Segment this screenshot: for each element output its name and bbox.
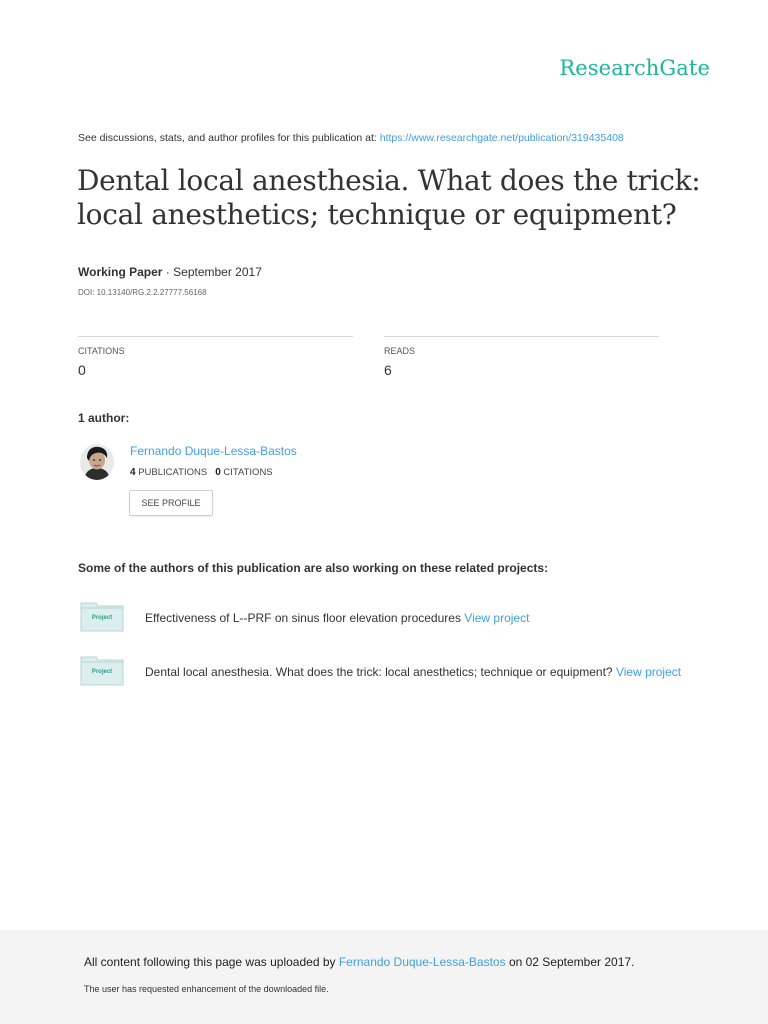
folder-label: Project [91, 615, 113, 621]
researchgate-logo[interactable]: ResearchGate [559, 56, 710, 80]
project-title: Effectiveness of L--PRF on sinus floor elevation procedures [145, 611, 461, 625]
publication-type: Working Paper [78, 265, 163, 279]
author-name-link[interactable]: Fernando Duque-Lessa-Bastos [130, 444, 297, 458]
upload-note [84, 955, 634, 969]
footer [0, 930, 768, 1024]
uploader-link[interactable]: Fernando Duque-Lessa-Bastos [338, 955, 506, 969]
view-project-link[interactable]: View project [615, 665, 682, 679]
meta-separator: · [162, 265, 174, 279]
project-folder-icon[interactable] [80, 654, 124, 686]
reads-value: 6 [384, 362, 392, 378]
project-title-line [145, 665, 681, 679]
author-citations-label: CITATIONS [223, 467, 273, 478]
authors-heading: 1 author: [78, 411, 130, 425]
see-profile-button[interactable]: SEE PROFILE [129, 490, 213, 516]
author-publications-count: 4 [130, 467, 136, 478]
project-title-line [145, 611, 529, 625]
folder-label: Project [91, 669, 113, 675]
upload-prefix: All content following this page was uploaded by [84, 955, 339, 969]
discussion-line [78, 132, 624, 144]
upload-suffix: on 02 September 2017. [505, 955, 635, 969]
project-title: Dental local anesthesia. What does the trick: local anesthetics; technique or equipment? [145, 665, 613, 679]
citations-value: 0 [78, 362, 86, 378]
publication-date: September 2017 [173, 265, 262, 279]
avatar-photo-icon [80, 444, 114, 480]
doi: DOI: 10.13140/RG.2.2.27777.56168 [78, 288, 207, 297]
related-projects-heading: Some of the authors of this publication are also working on these related projects: [78, 561, 549, 575]
discussion-text: See discussions, stats, and author profiles for this publication at: [78, 132, 380, 144]
author-citations-count: 0 [215, 467, 221, 478]
author-publications-label: PUBLICATIONS [138, 467, 208, 478]
publication-meta [78, 265, 262, 279]
publication-title: Dental local anesthesia. What does the trick: local anesthetics; technique or equipment? [77, 164, 701, 231]
reads-stat [384, 336, 659, 378]
view-project-link[interactable]: View project [464, 611, 530, 625]
enhancement-note: The user has requested enhancement of the downloaded file. [84, 984, 329, 994]
citations-stat [78, 336, 353, 378]
author-avatar[interactable] [80, 444, 114, 480]
project-folder-icon[interactable] [80, 600, 124, 632]
publication-url-link[interactable]: https://www.researchgate.net/publication/319435408 [379, 132, 624, 144]
citations-label: CITATIONS [78, 346, 125, 356]
author-stats [130, 467, 273, 478]
reads-label: READS [384, 346, 416, 356]
